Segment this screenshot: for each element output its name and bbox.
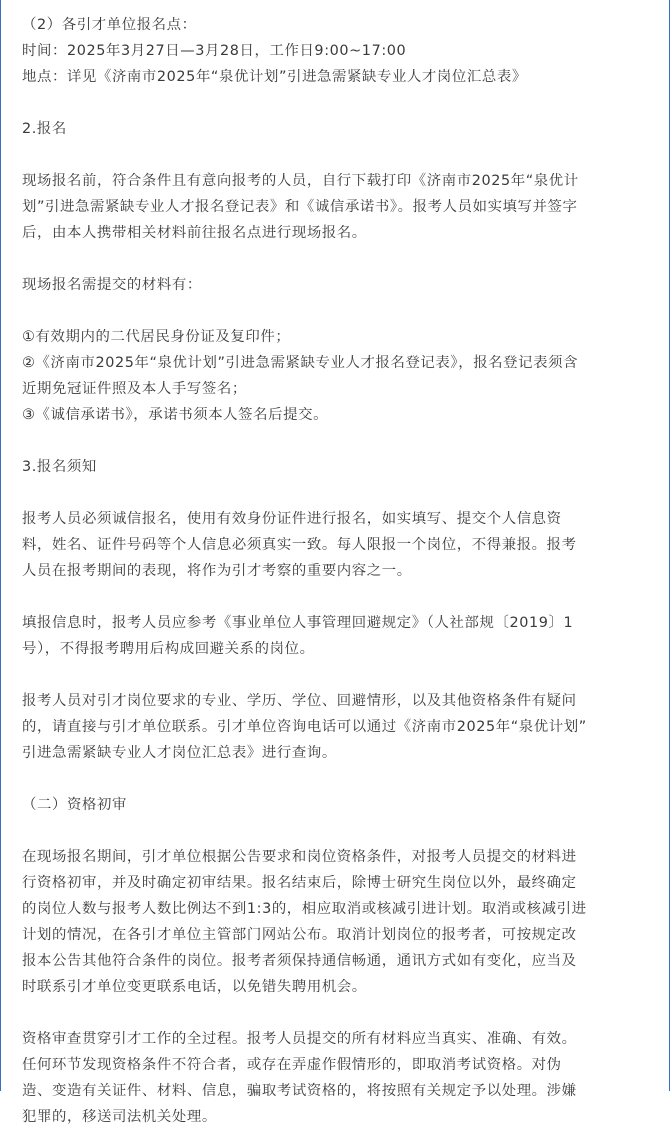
notice-paragraph-1 [22,506,650,584]
paragraph-line: 的岗位人数与报考人数比例达不到1:3的，相应取消或核减引进计划。取消或核减引进 [22,901,587,917]
paragraph-line: 行资格初审，并及时确定初审结果。报名结束后，除博士研究生岗位以外，最终确定 [22,875,577,891]
section-heading-notice: 3.报名须知 [22,459,97,475]
paragraph-line: 报本公告其他符合条件的岗位。报考者须保持通信畅通，通讯方式如有变化，应当及 [22,953,577,969]
paragraph-line: 资格审查贯穿引才工作的全过程。报考人员提交的所有材料应当真实、准确、有效。 [22,1031,577,1047]
notice-paragraph-3 [22,688,650,766]
list-item: 近期免冠证件照及本人手写签名； [22,381,247,397]
paragraph-line: 的，请直接与引才单位联系。引才单位咨询电话可以通过《济南市2025年“泉优计划” [22,719,587,735]
paragraph-line: 现场报名前，符合条件且有意向报考的人员，自行下载打印《济南市2025年“泉优计 [22,173,579,189]
review-paragraph-2 [22,1026,650,1130]
paragraph-line: 后，由本人携带相关材料前往报名点进行现场报名。 [22,225,367,241]
registration-points-heading: （2）各引才单位报名点： [22,17,197,33]
section-heading-registration: 2.报名 [22,121,67,137]
paragraph-line: 犯罪的，移送司法机关处理。 [22,1109,217,1125]
paragraph-line: 报考人员必须诚信报名，使用有效身份证件进行报名，如实填写、提交个人信息资 [22,511,562,527]
list-item: ②《济南市2025年“泉优计划”引进急需紧缺专业人才报名登记表》，报名登记表须含 [22,355,579,371]
paragraph-line: 任何环节发现资格条件不符合者，或存在弄虚作假情形的，即取消考试资格。对伪 [22,1057,562,1073]
list-item: ①有效期内的二代居民身份证及复印件； [22,329,291,345]
paragraph-line: 时联系引才单位变更联系电话，以免错失聘用机会。 [22,979,367,995]
list-item: ③《诚信承诺书》，承诺书须本人签名后提交。 [22,407,329,423]
paragraph-line: 计划的情况，在各引才单位主管部门网站公布。取消计划岗位的报考者，可按规定改 [22,927,577,943]
article-body [22,12,650,1130]
paragraph-line: 造、变造有关证件、材料、信息，骗取考试资格的，将按照有关规定予以处理。涉嫌 [22,1083,577,1099]
materials-list [22,324,650,428]
registration-location: 地点：详见《济南市2025年“泉优计划”引进急需紧缺专业人才岗位汇总表》 [22,69,527,85]
paragraph-line: 人员在报考期间的表现，将作为引才考察的重要内容之一。 [22,563,412,579]
materials-heading: 现场报名需提交的材料有： [22,277,202,293]
registration-paragraph [22,168,650,246]
paragraph-line: 号），不得报考聘用后构成回避关系的岗位。 [22,641,315,657]
review-paragraph-1 [22,844,650,1000]
notice-paragraph-2 [22,610,650,662]
paragraph-line: 填报信息时，报考人员应参考《事业单位人事管理回避规定》（人社部规〔2019〕1 [22,615,574,631]
paragraph-line: 引进急需紧缺专业人才岗位汇总表》进行查询。 [22,745,337,761]
section-heading-review: （二）资格初审 [22,797,127,813]
paragraph-line: 料，姓名、证件号码等个人信息必须真实一致。每人限报一个岗位，不得兼报。报考 [22,537,577,553]
registration-time: 时间：2025年3月27日—3月28日，工作日9:00~17:00 [22,43,407,59]
paragraph-line: 在现场报名期间，引才单位根据公告要求和岗位资格条件，对报考人员提交的材料进 [22,849,577,865]
paragraph-line: 划”引进急需紧缺专业人才报名登记表》和《诚信承诺书》。报考人员如实填写并签字 [22,199,578,215]
paragraph-line: 报考人员对引才岗位要求的专业、学历、学位、回避情形，以及其他资格条件有疑问 [22,693,577,709]
